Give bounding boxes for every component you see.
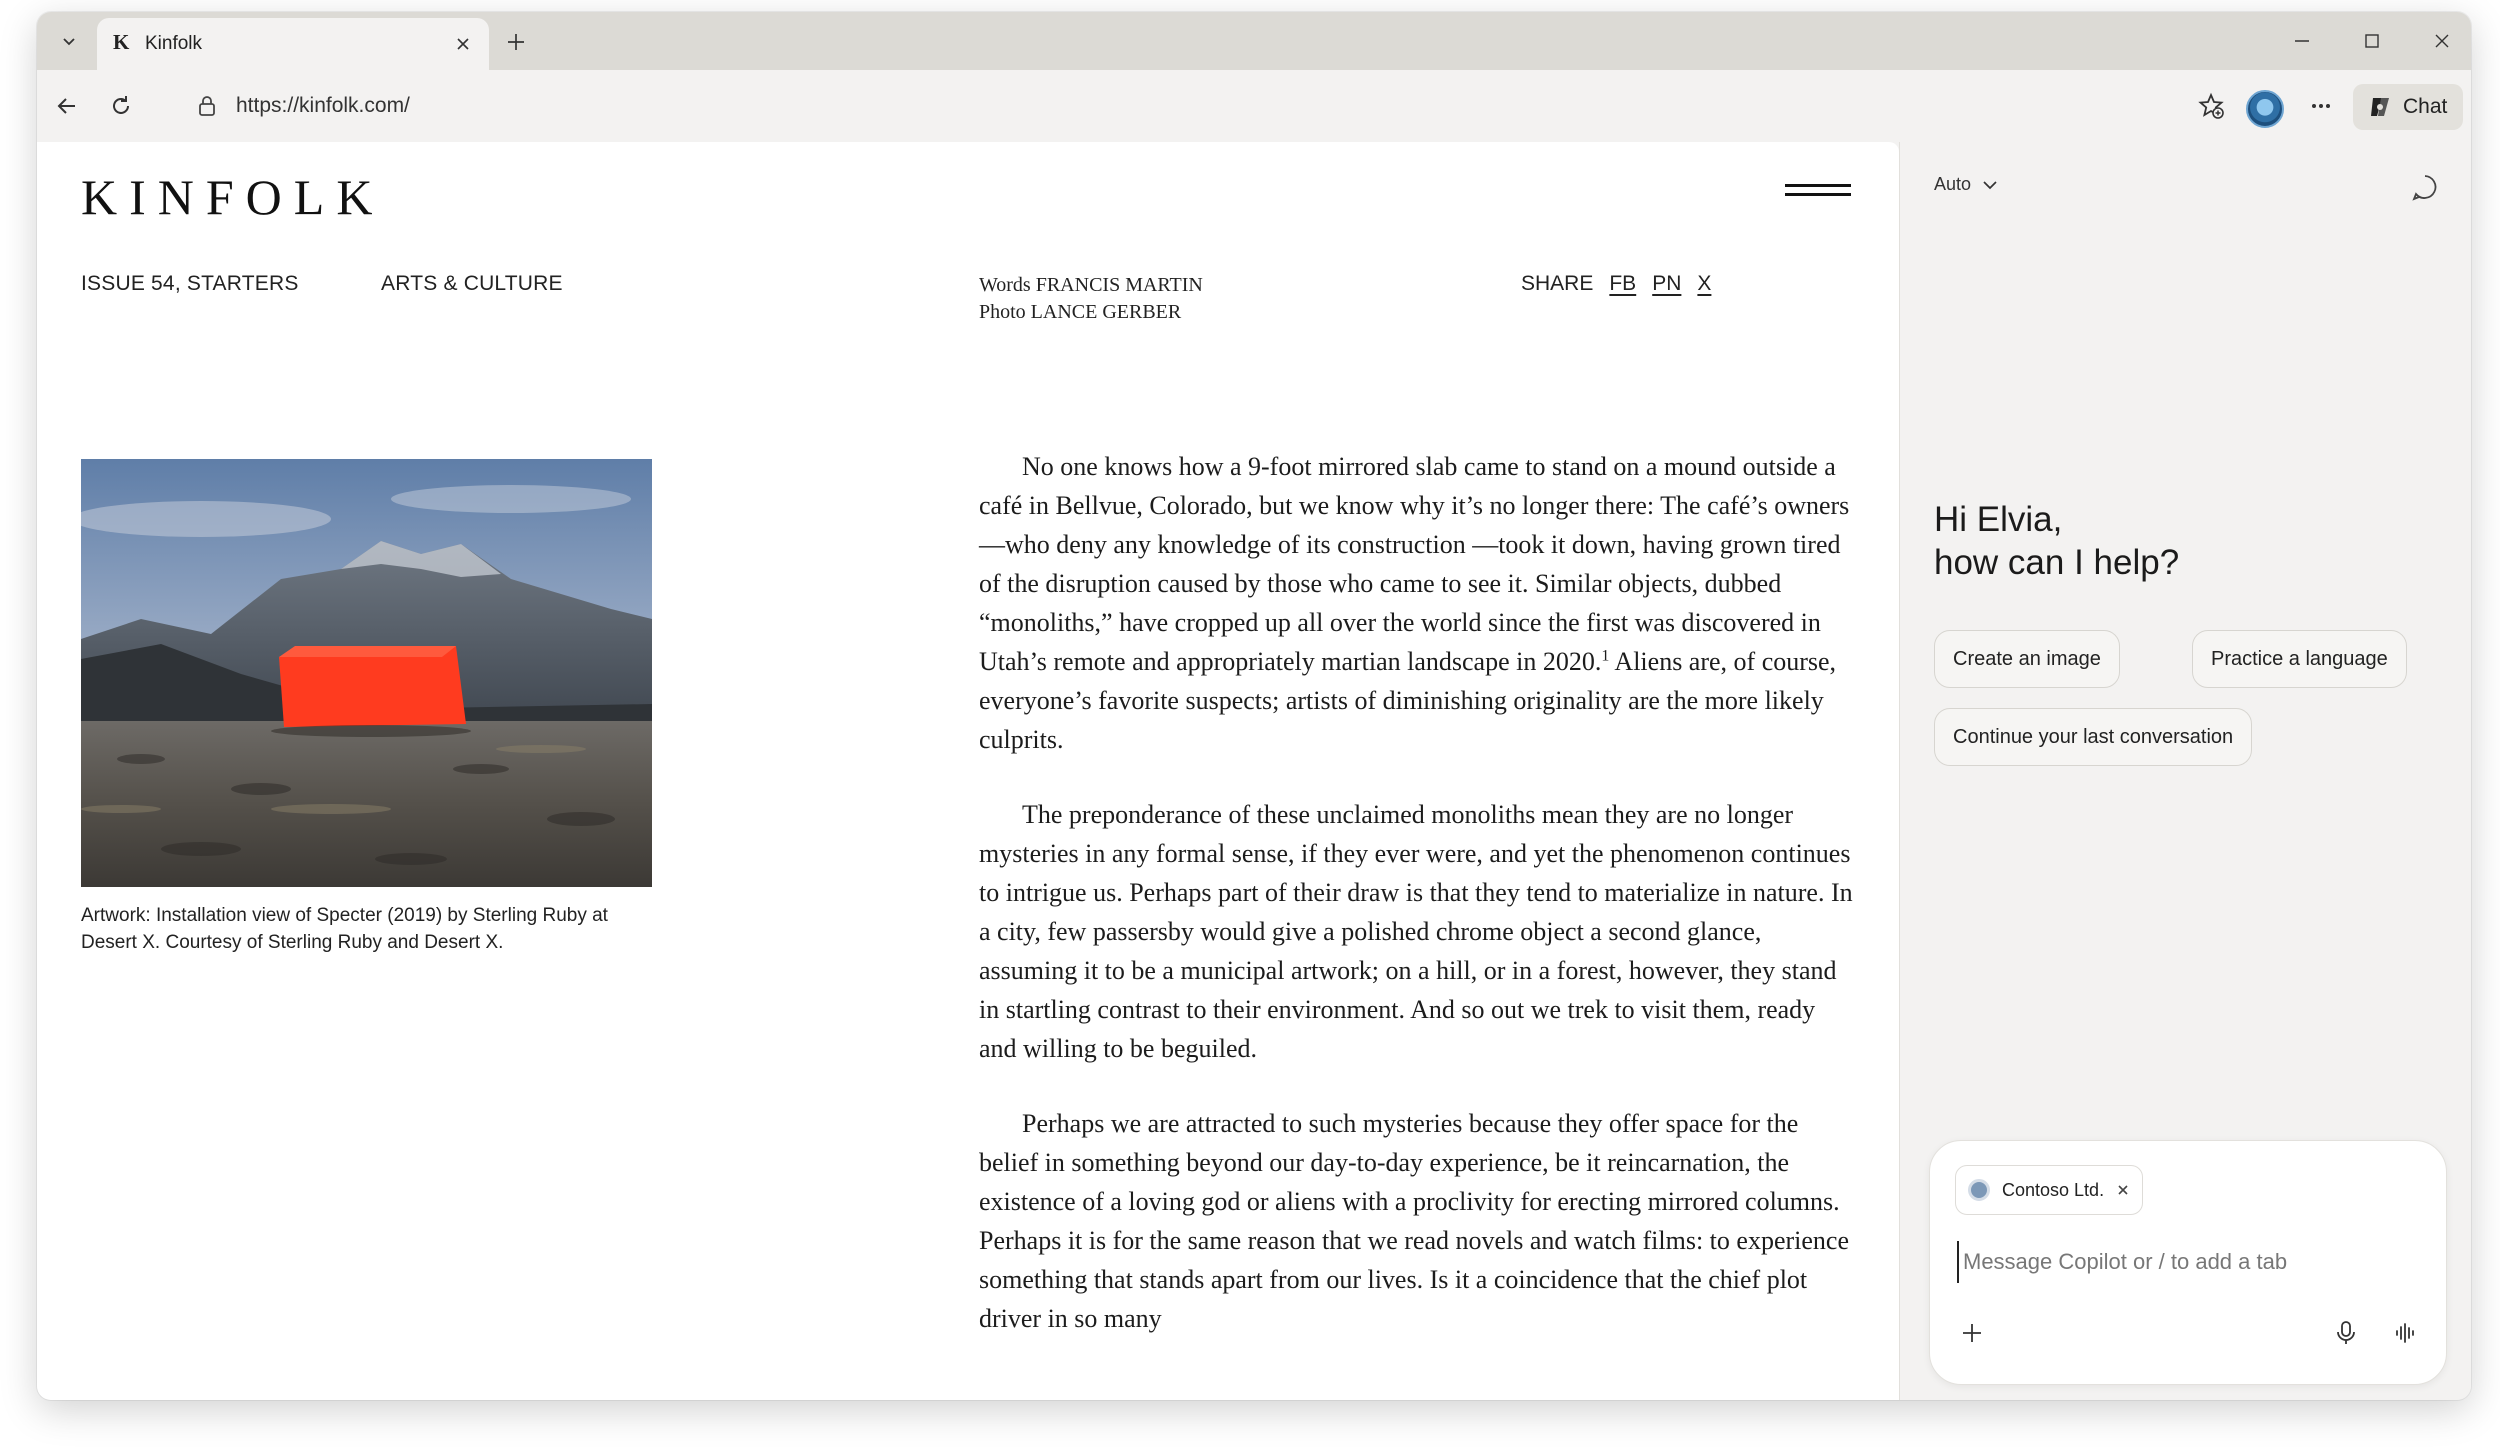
copilot-chat-button[interactable] xyxy=(2353,84,2463,130)
minimize-button[interactable] xyxy=(2277,22,2327,60)
tab-list-icon xyxy=(60,32,78,50)
article-paragraph: The preponderance of these unclaimed monoliths mean they are no longer mysteries in any formal sense, if they ever were, and yet the phenomenon continues to intrigue us. Perhaps part of their draw is that they tend to materialize in nature. In a city, few passersby would give a polished chrome object a second glance, assuming it to be a municipal artwork; on a hill, or in a forest, however, they stand in startling contrast to their environment. And so out we trek to visit them, ready and willing to be beguiled. xyxy=(979,800,1853,1063)
close-icon xyxy=(2433,32,2451,50)
new-chat-icon xyxy=(2410,172,2440,202)
tab-kinfolk[interactable] xyxy=(97,18,489,70)
address-toolbar xyxy=(37,70,2471,142)
web-page xyxy=(37,142,1899,1400)
credit-words: Words FRANCIS MARTIN xyxy=(979,274,1203,296)
mic-icon xyxy=(2335,1320,2357,1346)
tab-list-button[interactable] xyxy=(49,24,89,58)
share-facebook-link[interactable]: FB xyxy=(1609,272,1637,295)
share-links xyxy=(1521,272,1711,296)
refresh-icon xyxy=(109,94,133,118)
chevron-down-icon xyxy=(1981,176,1999,194)
context-tab-chip[interactable] xyxy=(1955,1165,2143,1215)
voice-icon xyxy=(2394,1321,2418,1345)
share-x-link[interactable]: X xyxy=(1697,272,1712,295)
maximize-icon xyxy=(2363,32,2381,50)
message-composer xyxy=(1929,1140,2447,1385)
article-credits xyxy=(979,272,1203,326)
back-icon xyxy=(55,94,79,118)
close-tab-button[interactable] xyxy=(449,30,477,58)
browser-window xyxy=(37,12,2471,1400)
article-paragraph: Perhaps we are attracted to such mysteries because they offer space for the belief in something beyond our day-to-day experience, be it reincarnation, the existence of a loving god or aliens with a proclivity for erecting mirrored columns. Perhaps it is for the same reason that we read novels and watch films: to experience something that stands apart from our lives. Is it a coincidence that the chief plot driver in so many xyxy=(979,1109,1849,1333)
suggestion-create-image[interactable]: Create an image xyxy=(1934,630,2120,688)
red-monolith xyxy=(279,646,466,727)
more-icon xyxy=(2309,94,2333,118)
lock-icon xyxy=(197,94,217,118)
menu-icon xyxy=(1785,184,1851,187)
article-paragraph: No one knows how a 9-foot mirrored slab came to stand on a mound outside a café in Bellvue, Colorado, but we know why it’s no longer there: The café’s owners—who deny any knowledge of its construction —took it down, having grown tired of the disruption caused by those who came to see it. Similar objects, dubbed “monoliths,” have cropped up all over the world since the first was discovered in Utah’s remote and appropriately martian landscape in 2020.$^1$ Aliens are, of course, everyone’s favorite suspects; artists of diminishing originality are the more likely culprits. xyxy=(979,452,1850,754)
site-logo[interactable]: KINFOLK xyxy=(81,169,385,225)
new-tab-button[interactable] xyxy=(499,26,533,58)
suggestion-continue-conversation[interactable]: Continue your last conversation xyxy=(1934,708,2252,766)
tab-strip xyxy=(37,12,2471,70)
favorites-icon xyxy=(2197,92,2225,120)
chat-label: Chat xyxy=(2403,95,2448,118)
more-button[interactable] xyxy=(2301,86,2341,126)
share-pinterest-link[interactable]: PN xyxy=(1652,272,1682,295)
profile-avatar[interactable] xyxy=(2246,90,2284,128)
plus-icon xyxy=(506,32,526,52)
favorites-button[interactable] xyxy=(2191,86,2231,126)
close-icon xyxy=(455,36,471,52)
minimize-icon xyxy=(2293,32,2311,50)
desert-installation-image xyxy=(81,459,652,887)
microphone-button[interactable] xyxy=(2326,1313,2366,1353)
maximize-button[interactable] xyxy=(2347,22,2397,60)
menu-icon xyxy=(1785,193,1851,196)
menu-button[interactable] xyxy=(1785,184,1851,202)
plus-icon xyxy=(1960,1321,1984,1345)
voice-mode-button[interactable] xyxy=(2386,1313,2426,1353)
url-text: https://kinfolk.com/ xyxy=(236,94,410,117)
context-chip-label: Contoso Ltd. xyxy=(2002,1179,2105,1200)
mode-label: Auto xyxy=(1934,174,1972,194)
copilot-pane xyxy=(1899,142,2471,1400)
close-window-button[interactable] xyxy=(2417,22,2467,60)
add-attachment-button[interactable] xyxy=(1952,1313,1992,1353)
suggestion-practice-language[interactable]: Practice a language xyxy=(2192,630,2407,688)
site-favicon: K xyxy=(113,30,130,54)
footnote-marker[interactable]: 1 xyxy=(1601,647,1610,665)
credit-photo: Photo LANCE GERBER xyxy=(979,301,1182,323)
message-input[interactable] xyxy=(1957,1241,2417,1283)
photo-caption: Artwork: Installation view of Specter (2019) by Sterling Ruby at Desert X. Courtesy of Sterling Ruby and Desert X. xyxy=(81,905,608,953)
tab-title: Kinfolk xyxy=(145,33,203,54)
share-label: SHARE xyxy=(1521,272,1594,295)
tab-context-icon xyxy=(1968,1179,1990,1201)
copilot-greeting: Hi Elvia, how can I help? xyxy=(1934,500,2180,582)
article-body xyxy=(979,447,1859,1374)
back-button[interactable] xyxy=(47,86,87,126)
category-link[interactable]: ARTS & CULTURE xyxy=(381,272,563,295)
mode-selector[interactable] xyxy=(1934,174,1999,195)
new-chat-button[interactable] xyxy=(2410,172,2440,207)
issue-link[interactable]: ISSUE 54, STARTERS xyxy=(81,272,299,295)
copilot-icon xyxy=(2367,94,2393,120)
refresh-button[interactable] xyxy=(101,86,141,126)
article-photo xyxy=(81,459,652,887)
close-icon[interactable] xyxy=(2116,1183,2130,1197)
address-bar[interactable] xyxy=(157,84,2377,128)
